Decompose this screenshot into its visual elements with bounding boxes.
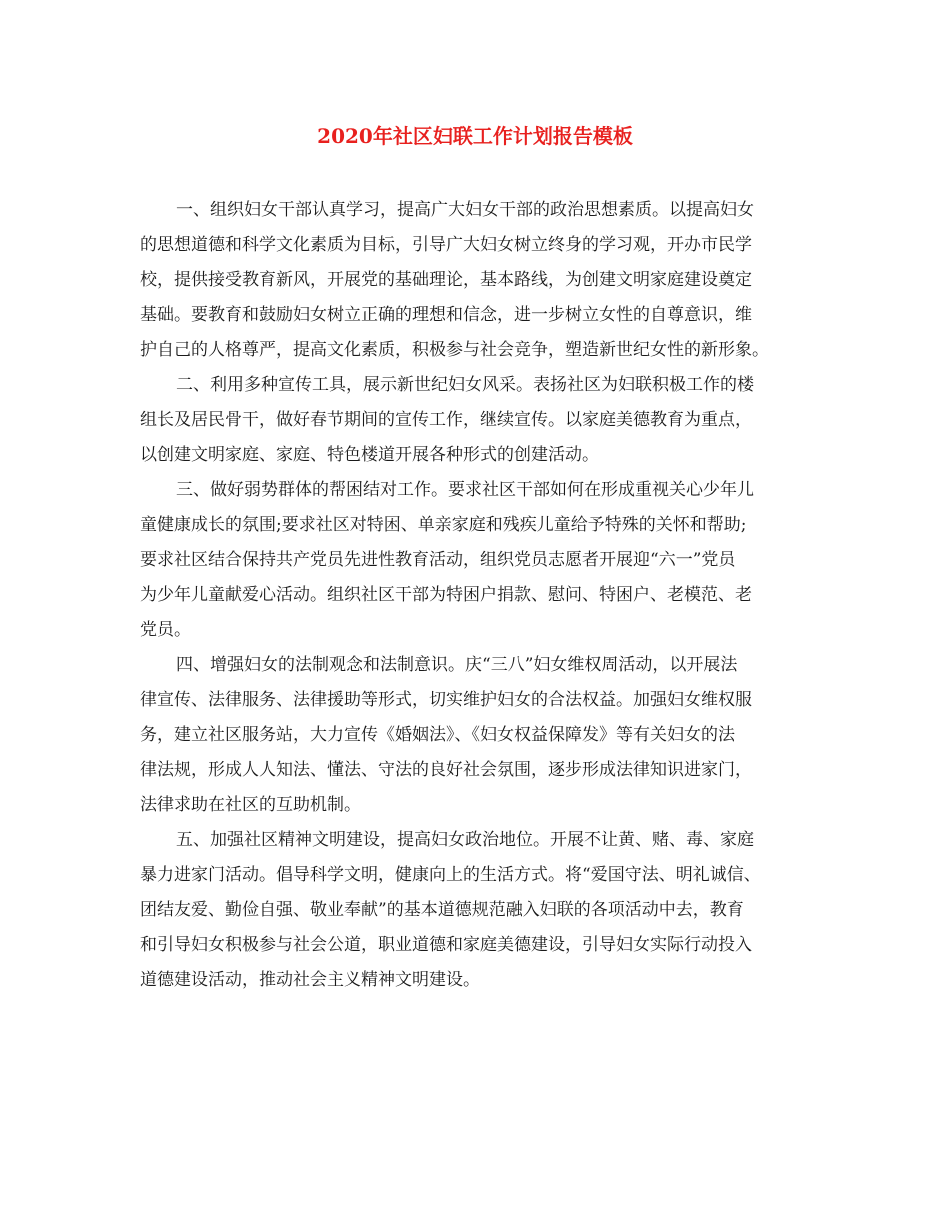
paragraph-line: 和引导妇女积极参与社会公道，职业道德和家庭美德建设，引导妇女实际行动投入 bbox=[140, 935, 752, 955]
paragraph-line: 二、利用多种宣传工具，展示新世纪妇女风采。表扬社区为妇联积极工作的楼 bbox=[176, 375, 754, 395]
paragraph-line: 以创建文明家庭、家庭、特色楼道开展各种形式的创建活动。 bbox=[140, 445, 599, 465]
paragraph-5 bbox=[140, 823, 830, 998]
paragraph-line: 法律求助在社区的互助机制。 bbox=[140, 795, 361, 815]
paragraph-line: 律宣传、法律服务、法律援助等形式，切实维护妇女的合法权益。加强妇女维权服 bbox=[140, 690, 752, 710]
paragraph-line: 团结友爱、勤俭自强、敬业奉献”的基本道德规范融入妇联的各项活动中去，教育 bbox=[140, 900, 744, 920]
paragraph-line: 务，建立社区服务站，大力宣传《婚姻法》、《妇女权益保障发》等有关妇女的法 bbox=[140, 725, 735, 745]
paragraph-line: 律法规，形成人人知法、懂法、守法的良好社会氛围，逐步形成法律知识进家门， bbox=[140, 760, 752, 780]
paragraph-line: 基础。要教育和鼓励妇女树立正确的理想和信念，进一步树立女性的自尊意识，维 bbox=[140, 305, 752, 325]
paragraph-line: 四、增强妇女的法制观念和法制意识。庆“三八”妇女维权周活动，以开展法 bbox=[176, 655, 738, 675]
document-body bbox=[140, 193, 830, 998]
paragraph-2 bbox=[140, 368, 830, 473]
paragraph-line: 道德建设活动，推动社会主义精神文明建设。 bbox=[140, 970, 480, 990]
paragraph-line: 校，提供接受教育新风，开展党的基础理论，基本路线，为创建文明家庭建设奠定 bbox=[140, 270, 752, 290]
paragraph-line: 为少年儿童献爱心活动。组织社区干部为特困户捐款、慰问、特困户、老模范、老 bbox=[140, 585, 752, 605]
paragraph-line: 的思想道德和科学文化素质为目标，引导广大妇女树立终身的学习观，开办市民学 bbox=[140, 235, 752, 255]
paragraph-line: 组长及居民骨干，做好春节期间的宣传工作，继续宣传。以家庭美德教育为重点， bbox=[140, 410, 752, 430]
paragraph-3 bbox=[140, 473, 830, 648]
paragraph-line: 一、组织妇女干部认真学习，提高广大妇女干部的政治思想素质。以提高妇女 bbox=[176, 200, 754, 220]
paragraph-line: 护自己的人格尊严，提高文化素质，积极参与社会竞争，塑造新世纪女性的新形象。 bbox=[140, 340, 769, 360]
paragraph-line: 童健康成长的氛围;要求社区对特困、单亲家庭和残疾儿童给予特殊的关怀和帮助; bbox=[140, 515, 747, 535]
paragraph-line: 三、做好弱势群体的帮困结对工作。要求社区干部如何在形成重视关心少年儿 bbox=[176, 480, 754, 500]
document-title: 2020年社区妇联工作计划报告模板 bbox=[317, 124, 633, 148]
paragraph-line: 暴力进家门活动。倡导科学文明，健康向上的生活方式。将“爱国守法、明礼诚信、 bbox=[140, 865, 761, 885]
paragraph-line: 要求社区结合保持共产党员先进性教育活动，组织党员志愿者开展迎“六一”党员 bbox=[140, 550, 736, 570]
paragraph-line: 党员。 bbox=[140, 620, 191, 640]
paragraph-1 bbox=[140, 193, 830, 368]
paragraph-line: 五、加强社区精神文明建设，提高妇女政治地位。开展不让黄、赌、毒、家庭 bbox=[176, 830, 754, 850]
paragraph-4 bbox=[140, 648, 830, 823]
